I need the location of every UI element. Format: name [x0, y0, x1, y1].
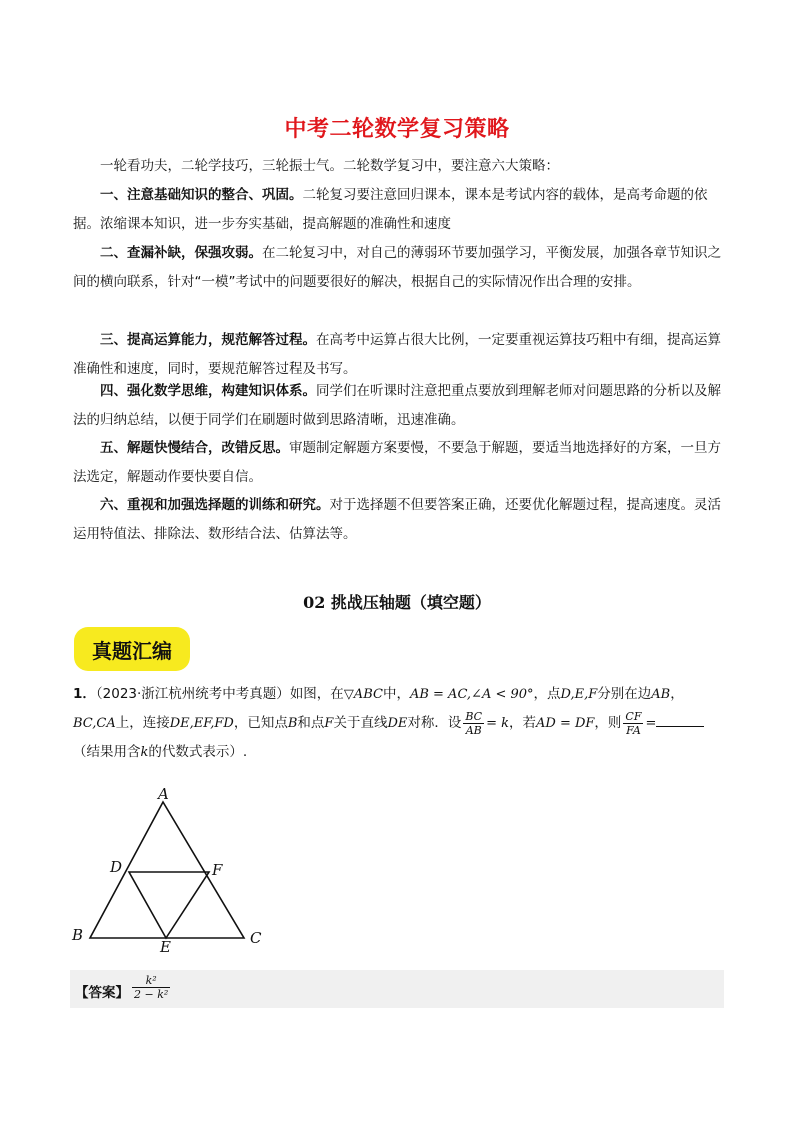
answer-fraction	[132, 974, 170, 1001]
triangle-diagram	[66, 780, 276, 955]
question-number: 1．	[73, 686, 96, 702]
answer-label: 【答案】	[75, 985, 129, 1001]
answer-denominator: 2 − k²	[134, 988, 169, 1001]
question-text: 如图，在	[289, 686, 344, 702]
strategy-2-body: 在二轮复习中，对自己的薄弱环节要加强学习，平衡发展，加强各章节知识之间的横向联系，针对“一模”考试中的问题要很好的解决，根据自己的实际情况作出合理的安排。	[73, 245, 721, 290]
strategy-3-body: 在高考中运算占很大比例，一定要重视运算技巧粗中有细，提高运算准确性和速度，同时，要规范解答过程及书写。	[73, 332, 721, 377]
answer-blank[interactable]	[656, 712, 704, 727]
math-sides: BC,CA	[73, 716, 116, 731]
math-side: AB	[651, 687, 671, 702]
math-segments: DE,EF,FD	[169, 716, 234, 731]
section-badge-label: 真题汇编	[92, 639, 172, 663]
question-text: ，	[670, 686, 684, 702]
math-points: D,E,F	[560, 687, 598, 702]
question-text: 的代数式表示）.	[148, 744, 248, 760]
math-equals-k: = k	[486, 716, 509, 731]
question-text: 对称．设	[407, 715, 462, 731]
question-1	[73, 680, 723, 767]
strategy-4	[73, 377, 723, 435]
strategy-5-body: 审题制定解题方案要慢，不要急于解题，要适当地选择好的方案，一旦方法选定，解题动作要快要自信。	[73, 440, 721, 485]
math-equals: =	[645, 716, 657, 731]
strategy-2-head: 二、查漏补缺，保强攻弱。	[100, 245, 262, 261]
strategy-1-head: 一、注意基础知识的整合、巩固。	[100, 187, 303, 203]
question-text: 中，	[382, 686, 410, 702]
math-k: k	[140, 745, 149, 760]
label-a: A	[158, 785, 169, 803]
strategy-6-body: 对于选择题不但要答案正确，还要优化解题过程，提高速度。灵活运用特值法、排除法、数形结合法、估算法等。	[73, 497, 721, 542]
question-text: 上，连接	[115, 715, 170, 731]
question-text: ，点	[533, 686, 561, 702]
fraction-cf-fa	[623, 710, 643, 737]
strategy-4-body: 同学们在听课时注意把重点要放到理解老师对问题思路的分析以及解法的归纳总结，以便于同学们在刷题时做到思路清晰，迅速准确。	[73, 383, 721, 428]
strategy-6-head: 六、重视和加强选择题的训练和研究。	[100, 497, 330, 513]
strategy-5-head: 五、解题快慢结合，改错反思。	[100, 440, 289, 456]
label-d: D	[110, 858, 123, 876]
question-text: ，已知点	[233, 715, 288, 731]
strategy-4-head: 四、强化数学思维，构建知识体系。	[100, 383, 316, 399]
fraction-denominator: FA	[626, 723, 641, 737]
question-text: （结果用含	[73, 744, 141, 760]
strategy-1-body: 二轮复习要注意回归课本，课本是考试内容的载体，是高考命题的依据。浓缩课本知识，进一步夯实基础，提高解题的准确性和速度	[73, 187, 708, 232]
label-f: F	[212, 861, 223, 879]
math-condition: AB = AC,∠A < 90°	[409, 687, 534, 702]
question-text: 分别在边	[597, 686, 652, 702]
math-point: F	[324, 716, 334, 731]
strategy-3	[73, 326, 723, 384]
strategy-5	[73, 434, 723, 492]
strategy-6	[73, 491, 723, 549]
math-line: DE	[387, 716, 408, 731]
question-text: ，若	[509, 715, 536, 731]
strategy-2	[73, 239, 723, 297]
section-badge	[74, 627, 190, 671]
answer-numerator: k²	[132, 974, 170, 988]
question-source: （2023·浙江杭州统考中考真题）	[95, 686, 290, 702]
section-title: 02 挑战压轴题（填空题）	[303, 593, 491, 612]
triangle-def	[129, 872, 209, 938]
label-c: C	[250, 929, 262, 947]
strategy-3-head: 三、提高运算能力，规范解答过程。	[100, 332, 316, 348]
label-b: B	[72, 926, 84, 944]
question-text: 关于直线	[333, 715, 388, 731]
math-point: B	[287, 716, 298, 731]
page-title: 中考二轮数学复习策略	[284, 117, 510, 142]
question-text: 和点	[297, 715, 325, 731]
answer-box	[70, 970, 724, 1008]
fraction-numerator: CF	[625, 709, 642, 723]
math-triangle: ▽ABC	[343, 687, 383, 702]
fraction-denominator: AB	[465, 723, 482, 737]
math-condition: AD = DF	[536, 716, 595, 731]
question-text: ，则	[594, 715, 622, 731]
intro-paragraph: 一轮看功夫，二轮学技巧，三轮振士气。二轮数学复习中，要注意六大策略：	[100, 158, 559, 174]
strategy-1	[73, 181, 723, 239]
label-e: E	[160, 938, 171, 955]
fraction-numerator: BC	[465, 709, 483, 723]
fraction-bc-ab	[463, 710, 484, 737]
